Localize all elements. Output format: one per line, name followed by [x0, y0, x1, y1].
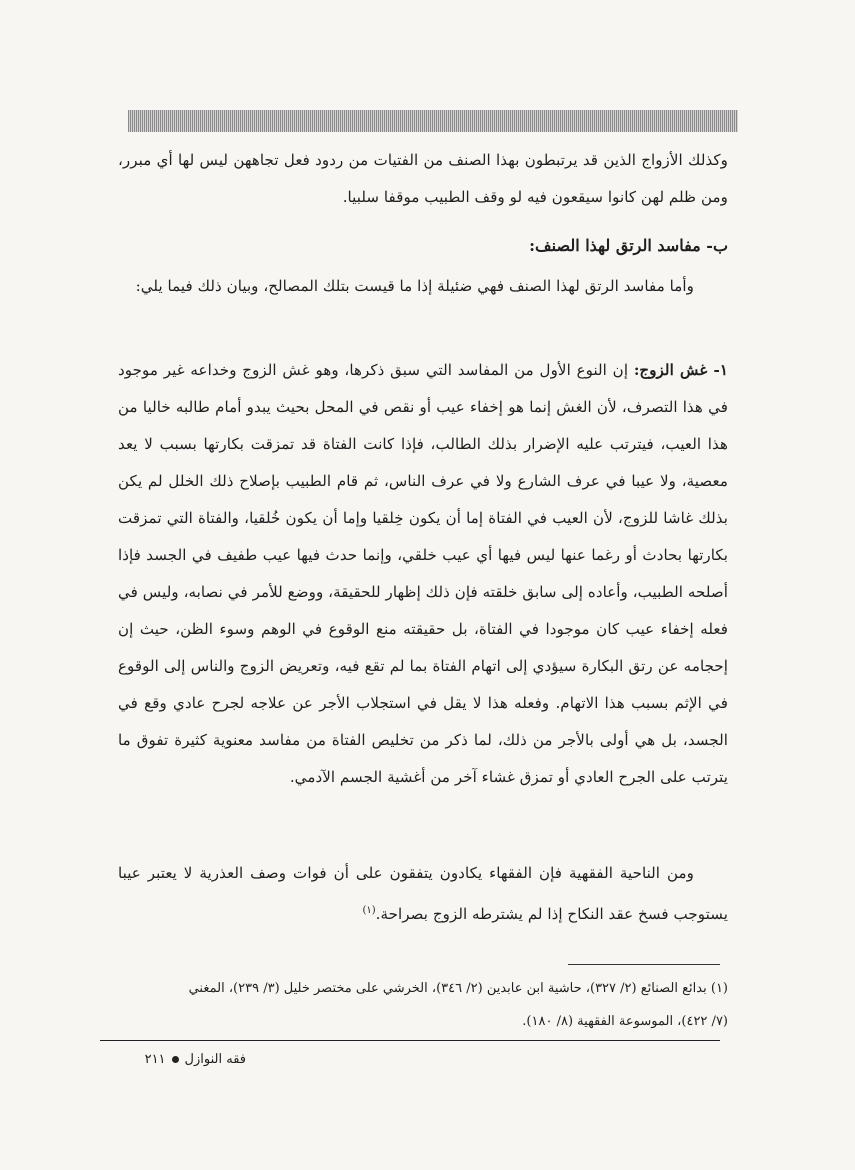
- page-bottom-rule: [100, 1040, 720, 1041]
- footnote-reference: (١): [362, 905, 376, 916]
- intro-paragraph: وكذلك الأزواج الذين قد يرتبطون بهذا الصنف من الفتيات من ردود فعل تجاههن ليس لها أي مبرر، ومن ظلم لهن كانوا سيقعون فيه لو وقف الطبيب موقفا سلبيا.: [118, 151, 728, 206]
- paragraph-lead-title: ١- غش الزوج:: [633, 361, 729, 379]
- footnote-line: (٧/ ٤٢٢)، الموسوعة الفقهية (٨/ ١٨٠).: [522, 1014, 728, 1029]
- paragraph-jurisprudence: [118, 855, 728, 933]
- paragraph-body: ومن الناحية الفقهية فإن الفقهاء يكادون يتفقون على أن فوات وصف العذرية لا يعتبر عيبا يستوجب فسخ عقد النكاح إذا لم يشترطه الزوج بصراحة.: [118, 864, 728, 924]
- running-title: فقه النوازل: [184, 1052, 246, 1067]
- bullet-icon: [172, 1056, 179, 1063]
- paragraph-corruptions-intro: وأما مفاسد الرتق لهذا الصنف فهي ضئيلة إذا ما قيست بتلك المصالح، وبيان ذلك فيما يلي:: [135, 277, 694, 295]
- header-decorative-bar: [128, 110, 738, 132]
- footnotes: [118, 972, 728, 1038]
- footnote-divider: [568, 964, 720, 965]
- footnote-line: (١) بدائع الصنائع (٢/ ٣٢٧)، حاشية ابن عابدين (٢/ ٣٤٦)، الخرشي على مختصر خليل (٣/ ٢٣٩)، المغني: [188, 981, 728, 996]
- paragraph-body: إن النوع الأول من المفاسد التي سبق ذكرها، وهو غش الزوج وخداعه غير موجود في هذا التصرف، لأن الغش إنما هو إخفاء عيب أو نقص في المحل بحيث يبدو أمام طالبه خاليا من هذا العيب، فيترتب عليه الإضرار بذلك الطالب، فإذا كانت الفتاة قد تمزقت بكارتها بسبب لا يعد معصية، ولا عيبا في عرف الشارع ولا في عرف الناس، ثم قام الطبيب بإصلاح ذلك الخلل لم يكن بذلك غاشا للزوج، لأن العيب في الفتاة إما أن يكون خِلقيا وإما أن يكون خُلقيا، والفتاة التي تمزقت بكارتها بحادث أو رغما عنها ليس فيها أي عيب خلقي، وإنما حدث فيها عيب طفيف في الجسد فإذا أصلحه الطبيب، وأعاده إلى سابق خلقته فإن ذلك إظهار للحقيقة، ووضع للأمر في نصابه، وليس في فعله إخفاء عيب كان موجودا في الفتاة، بل حقيقته منع الوقوع في الوهم وسوء الظن، حيث إن إحجامه عن رتق البكارة سيؤدي إلى اتهام الفتاة بما لم تقع فيه، وتعريض الزوج والناس إلى الوقوع في الإثم بسبب هذا الاتهام. وفعله هذا لا يقل في استجلاب الأجر عن علاجه لجرح عادي وقع في الجسد، بل هي أولى بالأجر من ذلك، لما ذكر من تخليص الفتاة من مفاسد معنوية كثيرة تفوق ما يترتب على الجرح العادي أو تمزق غشاء آخر من أغشية الجسم الآدمي.: [118, 361, 728, 786]
- page-footer: [86, 1052, 246, 1067]
- page-number: ٢١١: [144, 1052, 166, 1067]
- section-heading: ب- مفاسد الرتق لهذا الصنف:: [529, 236, 728, 255]
- paragraph-husband-deception: [118, 352, 728, 796]
